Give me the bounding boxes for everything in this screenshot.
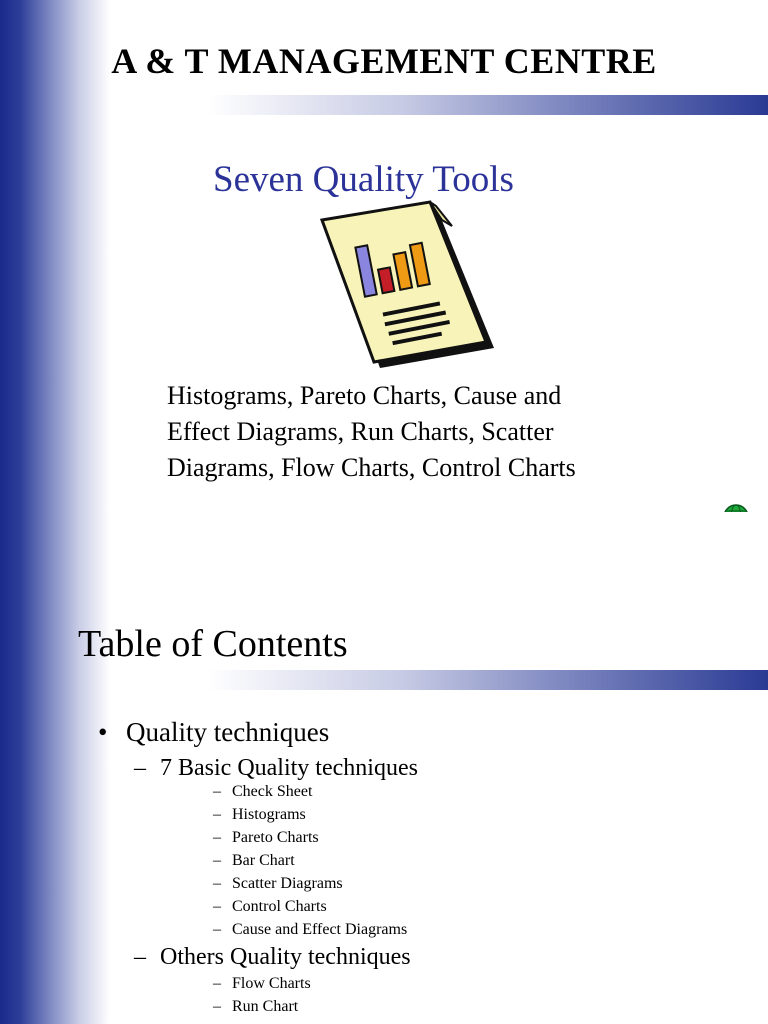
- toc-list: [0, 512, 768, 1024]
- title-rule: [208, 95, 768, 115]
- dash-icon: –: [213, 829, 221, 846]
- toc-subsection: [134, 944, 411, 971]
- dash-icon: –: [213, 998, 221, 1015]
- dash-icon: –: [213, 783, 221, 800]
- toc-title: Table of Contents: [78, 623, 348, 665]
- toc-subsection-label: 7 Basic Quality techniques: [160, 755, 418, 781]
- toc-item-label: Cause and Effect Diagrams: [232, 921, 408, 938]
- toc-item: [213, 829, 319, 847]
- dash-icon: –: [134, 944, 146, 970]
- toc-subsection-label: Others Quality techniques: [160, 944, 411, 970]
- toc-item: [213, 783, 312, 801]
- dash-icon: –: [213, 975, 221, 992]
- toc-item: [213, 921, 407, 939]
- toc-item: [213, 875, 343, 893]
- toc-item-label: Flow Charts: [232, 975, 311, 992]
- dash-icon: –: [213, 875, 221, 892]
- toc-section: [98, 717, 329, 748]
- toc-item-label: Pareto Charts: [232, 829, 319, 846]
- slide-title: Seven Quality Tools: [213, 159, 514, 200]
- document-chart-icon: [318, 198, 498, 370]
- dash-icon: –: [213, 806, 221, 823]
- toc-subsection: [134, 755, 418, 782]
- bullet-icon: •: [98, 717, 108, 747]
- toc-item: [213, 852, 295, 870]
- toc-item-label: Control Charts: [232, 898, 327, 915]
- toc-item: [213, 898, 327, 916]
- org-title: A & T MANAGEMENT CENTRE: [111, 41, 657, 81]
- dash-icon: –: [213, 852, 221, 869]
- dash-icon: –: [134, 755, 146, 781]
- toc-item: [213, 998, 298, 1016]
- toc-section-label: Quality techniques: [126, 717, 330, 747]
- tools-line: Diagrams, Flow Charts, Control Charts: [167, 453, 576, 482]
- toc-item-label: Bar Chart: [232, 852, 295, 869]
- toc-item-label: Check Sheet: [232, 783, 313, 800]
- toc-item: [213, 806, 306, 824]
- tools-list: [167, 378, 667, 486]
- toc-item: [213, 975, 311, 993]
- dash-icon: –: [213, 921, 221, 938]
- dash-icon: –: [213, 898, 221, 915]
- tools-line: Effect Diagrams, Run Charts, Scatter: [167, 417, 554, 446]
- toc-item-label: Histograms: [232, 806, 306, 823]
- toc-item-label: Scatter Diagrams: [232, 875, 343, 892]
- slide-table-of-contents: [0, 512, 768, 1024]
- toc-item-label: Run Chart: [232, 998, 299, 1015]
- tools-line: Histograms, Pareto Charts, Cause and: [167, 381, 562, 410]
